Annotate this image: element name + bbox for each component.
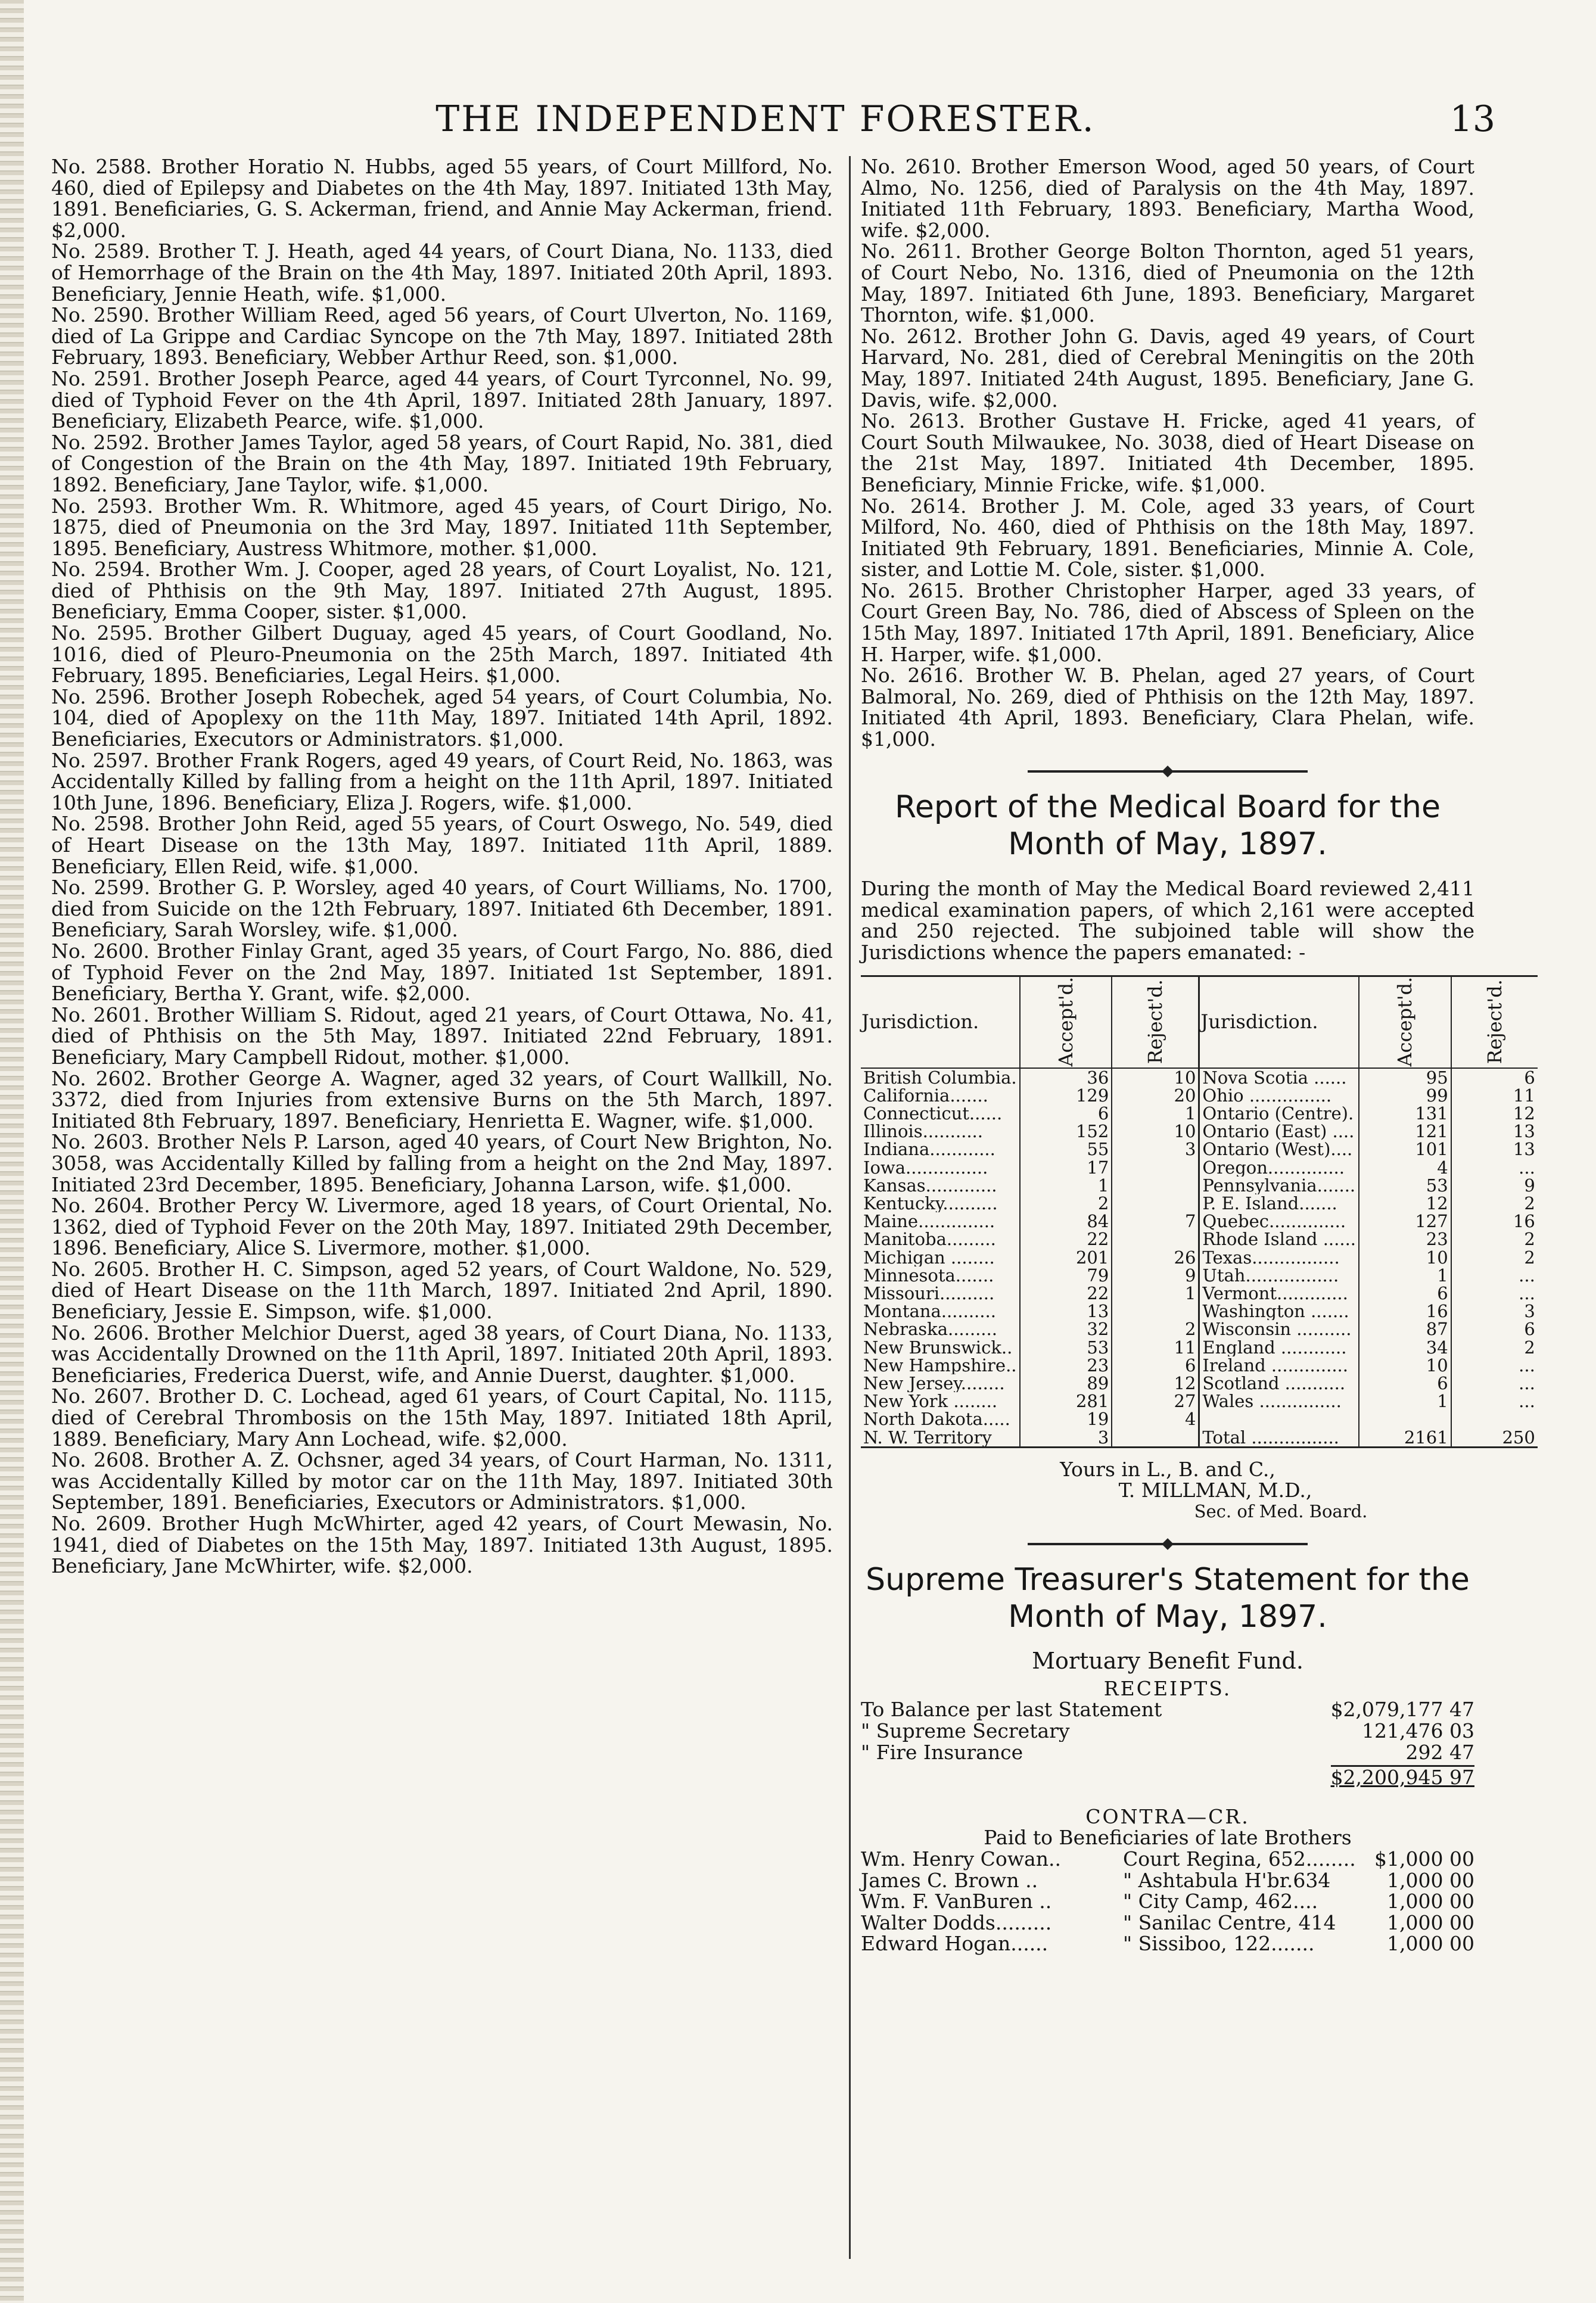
- jurisdiction-cell: New Hampshire..: [863, 1356, 1017, 1375]
- receipt-row: [861, 1720, 1474, 1742]
- accepted-cell: 22: [1020, 1230, 1112, 1248]
- table-row: [861, 1230, 1538, 1248]
- accepted-cell: 23: [1020, 1356, 1112, 1374]
- accepted-cell: 36: [1020, 1068, 1112, 1087]
- payment-row: [861, 1848, 1474, 1870]
- signoff-line: Yours in L., B. and C.,: [1060, 1457, 1275, 1481]
- table-row: [861, 1068, 1538, 1087]
- payment-court: Court Regina, 652........: [1123, 1847, 1356, 1871]
- jurisdiction-cell: New Jersey........: [863, 1374, 1005, 1393]
- jurisdiction-cell: Ireland ..............: [1199, 1356, 1359, 1374]
- rejected-cell: 13: [1451, 1122, 1538, 1140]
- table-row: [861, 1122, 1538, 1140]
- rejected-cell: [1451, 1410, 1538, 1428]
- accepted-cell: 127: [1359, 1212, 1451, 1230]
- table-row: [861, 1266, 1538, 1284]
- jurisdiction-cell: California.......: [863, 1086, 988, 1104]
- treasurer-title: Supreme Treasurer's Statement for the Month of May, 1897.: [866, 1562, 1470, 1635]
- publication-title: THE INDEPENDENT FORESTER.: [435, 98, 1096, 140]
- payment-row: [861, 1933, 1474, 1955]
- jurisdiction-cell: New Brunswick..: [863, 1338, 1013, 1356]
- table-row: [861, 1429, 1538, 1448]
- accepted-cell: 6: [1020, 1104, 1112, 1122]
- obituary-entry: No. 2597. Brother Frank Rogers, aged 49 years, of Court Reid, No. 1863, was Accidentally Killed by falling from a height on the 11th April, 1897. Initiated 10th June, 1896. Beneficiary, Eliza J. Rogers, wife. $1,000.: [51, 748, 833, 814]
- obituary-entry: No. 2604. Brother Percy W. Livermore, aged 18 years, of Court Oriental, No. 1362, died of Typhoid Fever on the 20th May, 1897. Initiated 29th December, 1896. Beneficiary, Alice S. Livermore, mother. $1,000.: [51, 1194, 833, 1260]
- ornamental-rule: [861, 760, 1474, 781]
- medical-report-title: Report of the Medical Board for the Month of May, 1897.: [895, 789, 1441, 863]
- rejected-cell: ...: [1451, 1266, 1538, 1284]
- col-rejected-header-2: Reject'd.: [1483, 979, 1506, 1065]
- rejected-cell: 26: [1112, 1249, 1199, 1266]
- jurisdiction-cell: Texas................: [1199, 1249, 1359, 1266]
- accepted-cell: 131: [1359, 1104, 1451, 1122]
- payment-amount: 1,000 00: [1387, 1932, 1474, 1956]
- jurisdiction-cell: Missouri..........: [863, 1284, 995, 1303]
- rejected-cell: 6: [1112, 1356, 1199, 1374]
- rejected-cell: [1112, 1230, 1199, 1248]
- obituary-entry: No. 2602. Brother George A. Wagner, aged 32 years, of Court Wallkill, No. 3372, died from Injuries from extensive Burns on the 5th March, 1897. Initiated 8th February, 1897. Beneficiary, Henrietta E. Wagner, wife. $1,000.: [51, 1066, 833, 1132]
- accepted-cell: 201: [1020, 1249, 1112, 1266]
- obituary-column-right: [861, 156, 1474, 750]
- accepted-cell: 79: [1020, 1266, 1112, 1284]
- jurisdiction-cell: Connecticut......: [863, 1104, 1003, 1123]
- rejected-cell: 10: [1112, 1068, 1199, 1087]
- payment-name: James C. Brown ..: [861, 1868, 1038, 1892]
- obituary-entry: No. 2603. Brother Nels P. Larson, aged 40 years, of Court New Brighton, No. 3058, was Accidentally Killed by falling from a height on the 2nd May, 1897. Initiated 23rd December, 1895. Beneficiary, Johanna Larson, wife. $1,000.: [51, 1130, 833, 1196]
- payment-name: Edward Hogan......: [861, 1932, 1049, 1956]
- table-row: [861, 1159, 1538, 1177]
- table-row: [861, 1339, 1538, 1356]
- jurisdiction-cell: Maine..............: [863, 1212, 995, 1231]
- rejected-cell: 4: [1112, 1410, 1199, 1428]
- accepted-cell: 53: [1359, 1177, 1451, 1194]
- receipt-label: " Fire Insurance: [861, 1741, 1023, 1763]
- accepted-cell: 2161: [1359, 1429, 1451, 1448]
- accepted-cell: 121: [1359, 1122, 1451, 1140]
- rejected-cell: 20: [1112, 1087, 1199, 1104]
- rejected-cell: ...: [1451, 1159, 1538, 1177]
- rejected-cell: 12: [1451, 1104, 1538, 1122]
- accepted-cell: 84: [1020, 1212, 1112, 1230]
- accepted-cell: 55: [1020, 1140, 1112, 1158]
- accepted-cell: 4: [1359, 1159, 1451, 1177]
- jurisdiction-cell: Kentucky..........: [863, 1194, 998, 1213]
- accepted-cell: 12: [1359, 1194, 1451, 1212]
- obituary-entry: No. 2594. Brother Wm. J. Cooper, aged 28 years, of Court Loyalist, No. 121, died of Phthisis on the 9th May, 1897. Initiated 27th August, 1895. Beneficiary, Emma Cooper, sister. $1,000.: [51, 558, 833, 624]
- contra-heading: CONTRA—CR.: [1085, 1804, 1250, 1828]
- obituary-entry: No. 2589. Brother T. J. Heath, aged 44 years, of Court Diana, No. 1133, died of Hemorrhage of the Brain on the 4th May, 1897. Initiated 20th April, 1893. Beneficiary, Jennie Heath, wife. $1,000.: [51, 239, 833, 306]
- col-rejected-header: Reject'd.: [1144, 979, 1167, 1065]
- obituary-entry: No. 2605. Brother H. C. Simpson, aged 52 years, of Court Waldone, No. 529, died of Heart Disease on the 11th March, 1897. Initiated 2nd April, 1890. Beneficiary, Jessie E. Simpson, wife. $1,000.: [51, 1257, 833, 1324]
- jurisdiction-cell: N. W. Territory: [863, 1428, 992, 1448]
- accepted-cell: 152: [1020, 1122, 1112, 1140]
- ornamental-rule-2: [861, 1532, 1474, 1554]
- payment-amount: $1,000 00: [1374, 1847, 1474, 1871]
- obituary-entry: No. 2608. Brother A. Z. Ochsner, aged 34 years, of Court Harman, No. 1311, was Accidentally Killed by motor car on the 11th May, 1897. Initiated 30th September, 1891. Beneficiaries, Executors or Administrators. $1,000.: [51, 1448, 833, 1514]
- jurisdiction-cell: Ohio ...............: [1199, 1087, 1359, 1104]
- accepted-cell: 6: [1359, 1374, 1451, 1392]
- rejected-cell: ...: [1451, 1356, 1538, 1374]
- rejected-cell: ...: [1451, 1374, 1538, 1392]
- jurisdiction-cell: New York ........: [863, 1392, 998, 1411]
- table-row: [861, 1104, 1538, 1122]
- accepted-cell: 99: [1359, 1087, 1451, 1104]
- obituary-entry: No. 2607. Brother D. C. Lochead, aged 61 years, of Court Capital, No. 1115, died of Cerebral Thrombosis on the 15th May, 1897. Initiated 18th April, 1889. Beneficiary, Mary Ann Lochead, wife. $2,000.: [51, 1384, 833, 1451]
- payment-court: " City Camp, 462....: [1123, 1890, 1318, 1913]
- obituary-entry: No. 2613. Brother Gustave H. Fricke, aged 41 years, of Court South Milwaukee, No. 3038, died of Heart Disease on the 21st May, 1897. Initiated 4th December, 1895. Beneficiary, Minnie Fricke, wife. $1,000.: [861, 409, 1474, 496]
- jurisdiction-cell: P. E. Island.......: [1199, 1194, 1359, 1212]
- receipt-row: [861, 1699, 1474, 1720]
- receipt-label: " Supreme Secretary: [861, 1720, 1070, 1742]
- obituary-entry: No. 2615. Brother Christopher Harper, aged 33 years, of Court Green Bay, No. 786, died of Abscess of Spleen on the 15th May, 1897. Initiated 17th April, 1891. Beneficiary, Alice H. Harper, wife. $1,000.: [861, 578, 1474, 666]
- jurisdiction-cell: Scotland ...........: [1199, 1374, 1359, 1392]
- rejected-cell: 1: [1112, 1284, 1199, 1302]
- rejected-cell: 11: [1112, 1339, 1199, 1356]
- medical-signoff: [861, 1459, 1474, 1523]
- accepted-cell: 95: [1359, 1068, 1451, 1087]
- rejected-cell: 16: [1451, 1212, 1538, 1230]
- rejected-cell: 2: [1451, 1249, 1538, 1266]
- payments-list: [861, 1848, 1474, 1955]
- signer-role: Sec. of Med. Board.: [1194, 1501, 1368, 1522]
- right-column: [861, 155, 1535, 1956]
- payment-row: [861, 1891, 1474, 1912]
- running-header: [36, 98, 1495, 152]
- table-row: [861, 1374, 1538, 1392]
- table-row: [861, 1140, 1538, 1158]
- payment-amount: 1,000 00: [1387, 1890, 1474, 1913]
- accepted-cell: [1359, 1410, 1451, 1428]
- rejected-cell: 1: [1112, 1104, 1199, 1122]
- receipt-amount: $2,079,177 47: [1330, 1698, 1474, 1722]
- jurisdiction-cell: Montana..........: [863, 1302, 996, 1321]
- obituary-entry: No. 2600. Brother Finlay Grant, aged 35 years, of Court Fargo, No. 886, died of Typhoid Fever on the 2nd May, 1897. Initiated 1st September, 1891. Beneficiary, Bertha Y. Grant, wife. $2,000.: [51, 939, 833, 1006]
- receipts-heading: RECEIPTS.: [1103, 1676, 1232, 1700]
- accepted-cell: 19: [1020, 1410, 1112, 1428]
- obituary-column-left: [51, 156, 833, 2301]
- accepted-cell: 16: [1359, 1302, 1451, 1320]
- jurisdiction-cell: Michigan ........: [863, 1248, 995, 1266]
- rejected-cell: 6: [1451, 1320, 1538, 1338]
- jurisdiction-cell: Wisconsin ..........: [1199, 1320, 1359, 1338]
- obituary-entry: No. 2609. Brother Hugh McWhirter, aged 42 years, of Court Mewasin, No. 1941, died of Diabetes on the 15th May, 1897. Initiated 13th August, 1895. Beneficiary, Jane McWhirter, wife. $2,000.: [51, 1512, 833, 1578]
- accepted-cell: 1: [1020, 1177, 1112, 1194]
- jurisdiction-cell: Ontario (West)....: [1199, 1140, 1359, 1158]
- table-row: [861, 1249, 1538, 1266]
- accepted-cell: 10: [1359, 1356, 1451, 1374]
- table-row: [861, 1302, 1538, 1320]
- payment-amount: 1,000 00: [1387, 1868, 1474, 1892]
- rejected-cell: 7: [1112, 1212, 1199, 1230]
- obituary-entry: No. 2599. Brother G. P. Worsley, aged 40 years, of Court Williams, No. 1700, died from Suicide on the 12th February, 1897. Initiated 6th December, 1891. Beneficiary, Sarah Worsley, wife. $1,000.: [51, 876, 833, 942]
- rejected-cell: 10: [1112, 1122, 1199, 1140]
- accepted-cell: 129: [1020, 1087, 1112, 1104]
- accepted-cell: 6: [1359, 1284, 1451, 1302]
- jurisdiction-cell: Wales ...............: [1199, 1392, 1359, 1410]
- obituary-entry: No. 2601. Brother William S. Ridout, aged 21 years, of Court Ottawa, No. 41, died of Phthisis on the 5th May, 1897. Initiated 22nd February, 1891. Beneficiary, Mary Campbell Ridout, mother. $1,000.: [51, 1003, 833, 1069]
- rejected-cell: [1112, 1159, 1199, 1177]
- col-jurisdiction-header: Jurisdiction.: [861, 976, 1020, 1068]
- rejected-cell: 9: [1112, 1266, 1199, 1284]
- jurisdiction-cell: Nova Scotia ......: [1199, 1068, 1359, 1087]
- receipt-amount: 292 47: [1405, 1740, 1474, 1764]
- receipt-row: [861, 1742, 1474, 1763]
- rejected-cell: 2: [1451, 1230, 1538, 1248]
- payment-court: " Sissiboo, 122.......: [1123, 1932, 1315, 1956]
- receipt-label: To Balance per last Statement: [861, 1699, 1162, 1721]
- jurisdiction-cell: Pennsylvania.......: [1199, 1177, 1359, 1194]
- rejected-cell: 13: [1451, 1140, 1538, 1158]
- table-row: [861, 1392, 1538, 1410]
- rejected-cell: ...: [1451, 1284, 1538, 1302]
- col-jurisdiction-header-2: Jurisdiction.: [1199, 976, 1359, 1068]
- rejected-cell: 11: [1451, 1087, 1538, 1104]
- obituary-entry: No. 2616. Brother W. B. Phelan, aged 27 years, of Court Balmoral, No. 269, died of Phthisis on the 12th May, 1897. Initiated 4th April, 1893. Beneficiary, Clara Phelan, wife. $1,000.: [861, 664, 1474, 751]
- col-accepted-header-2: Accept'd.: [1393, 977, 1417, 1067]
- accepted-cell: 53: [1020, 1339, 1112, 1356]
- rejected-cell: 2: [1451, 1339, 1538, 1356]
- accepted-cell: 87: [1359, 1320, 1451, 1338]
- payment-court: " Ashtabula H'br.634: [1123, 1868, 1331, 1892]
- accepted-cell: 22: [1020, 1284, 1112, 1302]
- table-row: [861, 1177, 1538, 1194]
- obituary-entry: No. 2596. Brother Joseph Robechek, aged 54 years, of Court Columbia, No. 104, died of Apoplexy on the 11th May, 1897. Initiated 14th April, 1892. Beneficiaries, Executors or Administrators. $1,000.: [51, 684, 833, 751]
- obituary-entry: No. 2610. Brother Emerson Wood, aged 50 years, of Court Almo, No. 1256, died of Paralysis on the 4th May, 1897. Initiated 11th February, 1893. Beneficiary, Martha Wood, wife. $2,000.: [861, 155, 1474, 242]
- accepted-cell: 34: [1359, 1339, 1451, 1356]
- obituary-entry: No. 2595. Brother Gilbert Duguay, aged 45 years, of Court Goodland, No. 1016, died of Pleuro-Pneumonia on the 25th March, 1897. Initiated 4th February, 1895. Beneficiaries, Legal Heirs. $1,000.: [51, 621, 833, 687]
- payment-row: [861, 1912, 1474, 1934]
- obituary-entry: No. 2588. Brother Horatio N. Hubbs, aged 55 years, of Court Millford, No. 460, died of Epilepsy and Diabetes on the 4th May, 1897. Initiated 13th May, 1891. Beneficiaries, G. S. Ackerman, friend, and Annie May Ackerman, friend. $2,000.: [51, 156, 833, 242]
- jurisdiction-cell: North Dakota.....: [863, 1410, 1010, 1429]
- rejected-cell: [1112, 1177, 1199, 1194]
- jurisdiction-cell: Total ................: [1199, 1429, 1359, 1448]
- receipts-list: [861, 1699, 1474, 1763]
- receipt-amount: 121,476 03: [1362, 1719, 1474, 1743]
- payment-name: Wm. F. VanBuren ..: [861, 1890, 1052, 1913]
- rejected-cell: 2: [1112, 1320, 1199, 1338]
- accepted-cell: 1: [1359, 1266, 1451, 1284]
- rejected-cell: [1112, 1302, 1199, 1320]
- jurisdiction-cell: England ............: [1199, 1339, 1359, 1356]
- rejected-cell: 27: [1112, 1392, 1199, 1410]
- signer-name: T. MILLMAN, M.D.,: [1118, 1479, 1312, 1502]
- jurisdiction-cell: Rhode Island ......: [1199, 1230, 1359, 1248]
- table-row: [861, 1284, 1538, 1302]
- rejected-cell: 6: [1451, 1068, 1538, 1087]
- payment-amount: 1,000 00: [1387, 1910, 1474, 1934]
- rejected-cell: 2: [1451, 1194, 1538, 1212]
- table-row: [861, 1087, 1538, 1104]
- column-divider: [849, 156, 851, 2259]
- table-row: [861, 1194, 1538, 1212]
- jurisdiction-cell: Manitoba.........: [863, 1230, 996, 1249]
- accepted-cell: 10: [1359, 1249, 1451, 1266]
- jurisdiction-table: [861, 975, 1538, 1448]
- obituary-entry: No. 2614. Brother J. M. Cole, aged 33 years, of Court Milford, No. 460, died of Phthisis on the 18th May, 1897. Initiated 9th February, 1891. Beneficiaries, Minnie A. Cole, sister, and Lottie M. Cole, sister. $1,000.: [861, 494, 1474, 581]
- jurisdiction-cell: Illinois...........: [863, 1122, 983, 1141]
- rejected-cell: 250: [1451, 1429, 1538, 1448]
- accepted-cell: 23: [1359, 1230, 1451, 1248]
- obituary-entry: No. 2612. Brother John G. Davis, aged 49 years, of Court Harvard, No. 281, died of Cerebral Meningitis on the 20th May, 1897. Initiated 24th August, 1895. Beneficiary, Jane G. Davis, wife. $2,000.: [861, 324, 1474, 412]
- table-row: [861, 1356, 1538, 1374]
- payment-name: Wm. Henry Cowan..: [861, 1847, 1061, 1871]
- obituary-entry: No. 2598. Brother John Reid, aged 55 years, of Court Oswego, No. 549, died of Heart Disease on the 13th May, 1897. Initiated 11th April, 1889. Beneficiary, Ellen Reid, wife. $1,000.: [51, 812, 833, 878]
- jurisdiction-cell: Oregon..............: [1199, 1159, 1359, 1177]
- paid-heading: Paid to Beneficiaries of late Brothers: [984, 1826, 1352, 1850]
- accepted-cell: 1: [1359, 1392, 1451, 1410]
- jurisdiction-cell: Minnesota.......: [863, 1266, 994, 1285]
- jurisdiction-cell: Utah.................: [1199, 1266, 1359, 1284]
- rejected-cell: [1112, 1194, 1199, 1212]
- table-row: [861, 1410, 1538, 1428]
- payment-row: [861, 1870, 1474, 1891]
- accepted-cell: 17: [1020, 1159, 1112, 1177]
- accepted-cell: 2: [1020, 1194, 1112, 1212]
- obituary-entry: No. 2593. Brother Wm. R. Whitmore, aged 45 years, of Court Dirigo, No. 1875, died of Pneumonia on the 3rd May, 1897. Initiated 11th September, 1895. Beneficiary, Austress Whitmore, mother. $1,000.: [51, 494, 833, 560]
- jurisdiction-cell: Washington .......: [1199, 1302, 1359, 1320]
- col-accepted-header: Accept'd.: [1054, 977, 1077, 1067]
- obituary-entry: No. 2590. Brother William Reed, aged 56 years, of Court Ulverton, No. 1169, died of La Grippe and Cardiac Syncope on the 7th May, 1897. Initiated 28th February, 1893. Beneficiary, Webber Arthur Reed, son. $1,000.: [51, 303, 833, 369]
- medical-report-intro: During the month of May the Medical Board reviewed 2,411 medical examination papers, of which 2,161 were accepted and 250 rejected. The subjoined table will show the Jurisdictions whence the papers emanated: -: [861, 877, 1474, 964]
- payment-name: Walter Dodds.........: [861, 1910, 1052, 1934]
- rejected-cell: 3: [1451, 1302, 1538, 1320]
- rejected-cell: ...: [1451, 1392, 1538, 1410]
- fund-title: Mortuary Benefit Fund.: [1032, 1648, 1303, 1675]
- jurisdiction-cell: Nebraska.........: [863, 1320, 997, 1339]
- rejected-cell: 9: [1451, 1177, 1538, 1194]
- receipts-total: $2,200,945 97: [1330, 1766, 1474, 1790]
- accepted-cell: 101: [1359, 1140, 1451, 1158]
- rejected-cell: 12: [1112, 1374, 1199, 1392]
- rejected-cell: 3: [1112, 1140, 1199, 1158]
- obituary-entry: No. 2591. Brother Joseph Pearce, aged 44 years, of Court Tyrconnel, No. 99, died of Typhoid Fever on the 4th April, 1897. Initiated 28th January, 1897. Beneficiary, Elizabeth Pearce, wife. $1,000.: [51, 366, 833, 433]
- jurisdiction-cell: Ontario (East) ....: [1199, 1122, 1359, 1140]
- payment-court: " Sanilac Centre, 414: [1123, 1910, 1336, 1934]
- jurisdiction-cell: British Columbia.: [863, 1068, 1017, 1087]
- rejected-cell: [1112, 1429, 1199, 1448]
- jurisdiction-cell: Vermont.............: [1199, 1284, 1359, 1302]
- obituary-entry: No. 2606. Brother Melchior Duerst, aged 38 years, of Court Diana, No. 1133, was Accidentally Drowned on the 11th April, 1897. Initiated 20th April, 1893. Beneficiaries, Frederica Duerst, wife, and Annie Duerst, daughter. $1,000.: [51, 1321, 833, 1387]
- page-number: 13: [1449, 98, 1495, 140]
- page-binding-edge: [0, 0, 24, 2303]
- accepted-cell: 281: [1020, 1392, 1112, 1410]
- jurisdiction-cell: Indiana............: [863, 1140, 995, 1159]
- accepted-cell: 32: [1020, 1320, 1112, 1338]
- jurisdiction-cell: [1199, 1410, 1359, 1428]
- jurisdiction-cell: Iowa...............: [863, 1158, 988, 1177]
- jurisdiction-cell: Ontario (Centre).: [1199, 1104, 1359, 1122]
- jurisdiction-cell: Kansas.............: [863, 1176, 997, 1195]
- table-row: [861, 1212, 1538, 1230]
- table-row: [861, 1320, 1538, 1338]
- accepted-cell: 13: [1020, 1302, 1112, 1320]
- obituary-entry: No. 2592. Brother James Taylor, aged 58 years, of Court Rapid, No. 381, died of Congestion of the Brain on the 4th May, 1897. Initiated 19th February, 1892. Beneficiary, Jane Taylor, wife. $1,000.: [51, 430, 833, 496]
- obituary-entry: No. 2611. Brother George Bolton Thornton, aged 51 years, of Court Nebo, No. 1316, died of Pneumonia on the 12th May, 1897. Initiated 6th June, 1893. Beneficiary, Margaret Thornton, wife. $1,000.: [861, 239, 1474, 327]
- accepted-cell: 3: [1020, 1429, 1112, 1448]
- jurisdiction-cell: Quebec..............: [1199, 1212, 1359, 1230]
- accepted-cell: 89: [1020, 1374, 1112, 1392]
